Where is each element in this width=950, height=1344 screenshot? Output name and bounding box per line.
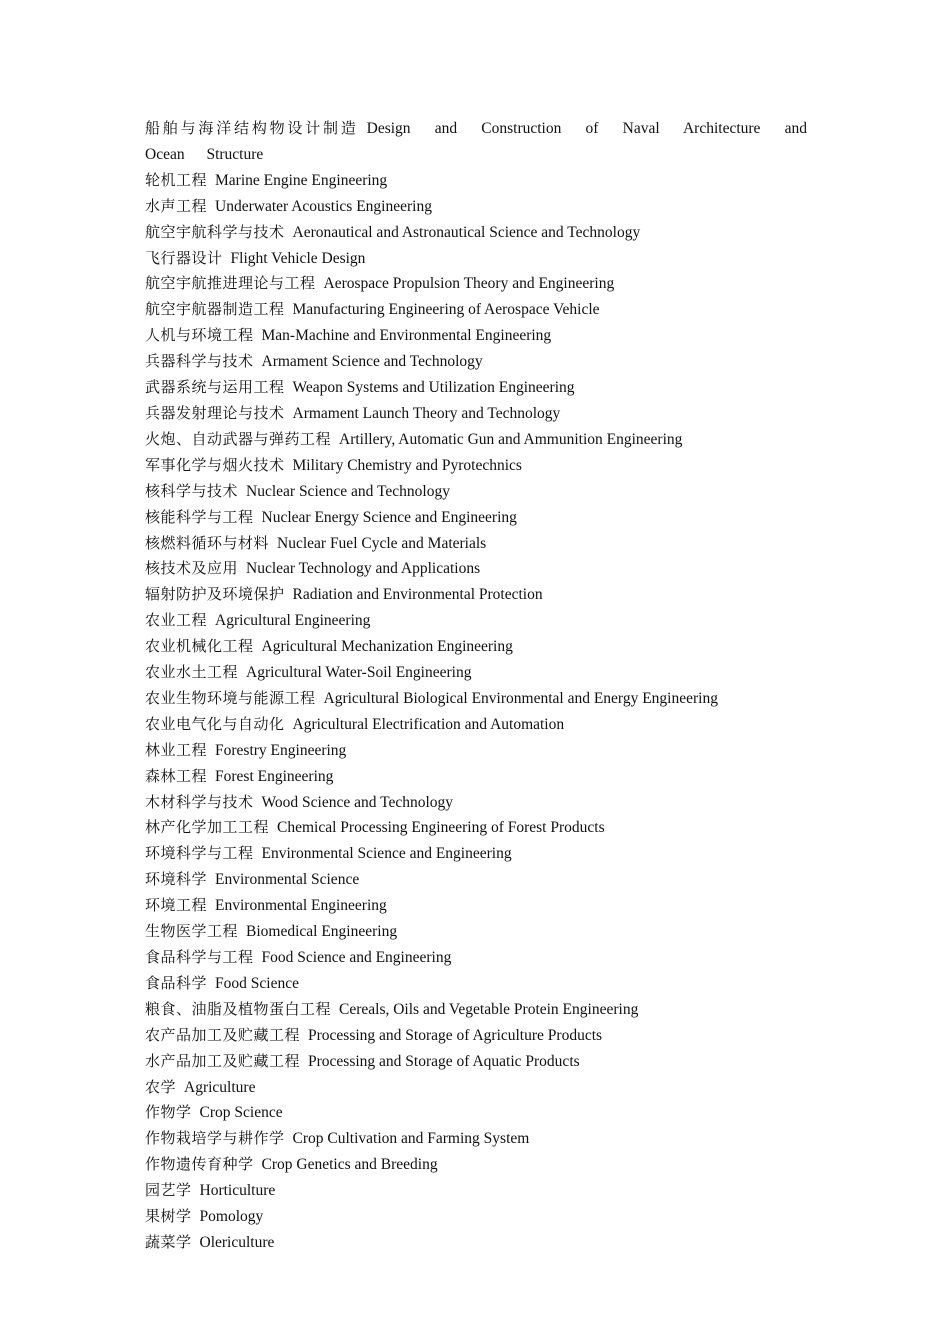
- english-term: Processing and Storage of Aquatic Products: [308, 1052, 580, 1070]
- english-term: Biomedical Engineering: [246, 923, 398, 941]
- glossary-list: [145, 116, 807, 1256]
- glossary-entry: [145, 712, 807, 738]
- chinese-term: 船舶与海洋结构物设计制造: [145, 119, 359, 137]
- english-term: Pomology: [199, 1208, 264, 1226]
- chinese-term: 生物医学工程: [145, 922, 239, 941]
- chinese-term: 飞行器设计: [145, 248, 223, 267]
- glossary-entry: [145, 116, 807, 168]
- english-term: Crop Cultivation and Farming System: [292, 1130, 530, 1148]
- glossary-entry: [145, 220, 807, 246]
- glossary-entry: [145, 1049, 807, 1075]
- chinese-term: 兵器发射理论与技术: [145, 403, 285, 422]
- glossary-entry: [145, 634, 807, 660]
- english-term: Marine Engine Engineering: [215, 171, 388, 189]
- glossary-entry: [145, 271, 807, 297]
- glossary-entry: [145, 427, 807, 453]
- glossary-entry: [145, 479, 807, 505]
- glossary-entry: [145, 401, 807, 427]
- glossary-entry: [145, 660, 807, 686]
- glossary-entry: [145, 297, 807, 323]
- english-term: Underwater Acoustics Engineering: [215, 197, 432, 215]
- chinese-term: 辐射防护及环境保护: [145, 585, 285, 604]
- chinese-term: 作物学: [145, 1103, 192, 1122]
- glossary-entry: [145, 375, 807, 401]
- english-term: Agricultural Electrification and Automation: [292, 715, 565, 733]
- chinese-term: 水声工程: [145, 196, 208, 215]
- english-term: Processing and Storage of Agriculture Products: [308, 1026, 603, 1044]
- english-term: Agricultural Biological Environmental and Energy Engineering: [323, 689, 718, 707]
- chinese-term: 林产化学加工工程: [145, 818, 270, 837]
- english-term: Artillery, Automatic Gun and Ammunition Engineering: [339, 430, 683, 448]
- chinese-term: 航空宇航器制造工程: [145, 300, 285, 319]
- glossary-entry: [145, 1152, 807, 1178]
- english-term: Food Science and Engineering: [261, 949, 452, 966]
- glossary-entry: [145, 1230, 807, 1256]
- chinese-term: 航空宇航科学与技术: [145, 222, 285, 241]
- english-term: Environmental Science and Engineering: [261, 845, 512, 863]
- glossary-entry: [145, 893, 807, 919]
- glossary-entry: [145, 867, 807, 893]
- english-term: Nuclear Science and Technology: [246, 482, 450, 500]
- glossary-entry: [145, 453, 807, 479]
- english-term: Agriculture: [184, 1078, 256, 1096]
- english-term: Agricultural Water-Soil Engineering: [246, 664, 472, 682]
- english-term: Environmental Engineering: [215, 897, 387, 915]
- english-term: Environmental Science: [215, 871, 360, 889]
- chinese-term: 兵器科学与技术: [145, 352, 254, 371]
- chinese-term: 农业水土工程: [145, 663, 239, 682]
- english-term: Forest Engineering: [215, 767, 334, 785]
- glossary-entry: [145, 815, 807, 841]
- glossary-entry: [145, 349, 807, 375]
- glossary-entry: [145, 1075, 807, 1101]
- glossary-entry: [145, 686, 807, 712]
- english-term: Nuclear Technology and Applications: [246, 560, 481, 578]
- english-term: Agricultural Engineering: [215, 612, 371, 630]
- glossary-entry: [145, 790, 807, 816]
- english-term: Armament Science and Technology: [261, 353, 483, 371]
- chinese-term: 作物遗传育种学: [145, 1155, 254, 1174]
- chinese-term: 人机与环境工程: [145, 326, 254, 345]
- english-term: Military Chemistry and Pyrotechnics: [292, 456, 522, 474]
- chinese-term: 食品科学与工程: [145, 948, 254, 966]
- glossary-entry: [145, 505, 807, 531]
- english-term: Armament Launch Theory and Technology: [292, 404, 561, 422]
- chinese-term: 军事化学与烟火技术: [145, 455, 285, 474]
- glossary-entry: [145, 608, 807, 634]
- chinese-term: 核科学与技术: [145, 481, 239, 500]
- english-term: Flight Vehicle Design: [230, 249, 366, 267]
- chinese-term: 核技术及应用: [145, 559, 239, 578]
- english-term: Manufacturing Engineering of Aerospace Vehicle: [292, 301, 600, 319]
- chinese-term: 木材科学与技术: [145, 792, 254, 811]
- glossary-entry: [145, 246, 807, 272]
- english-term: Chemical Processing Engineering of Forest Products: [277, 819, 605, 837]
- english-term: Crop Genetics and Breeding: [261, 1156, 438, 1174]
- document-page: [145, 116, 807, 1256]
- glossary-entry: [145, 738, 807, 764]
- english-term: Weapon Systems and Utilization Engineering: [292, 379, 575, 397]
- chinese-term: 火炮、自动武器与弹药工程: [145, 429, 332, 448]
- chinese-term: 果树学: [145, 1207, 192, 1226]
- english-term: Crop Science: [199, 1104, 283, 1122]
- chinese-term: 农业电气化与自动化: [145, 714, 285, 733]
- chinese-term: 环境工程: [145, 896, 208, 915]
- chinese-term: 林业工程: [145, 740, 208, 759]
- chinese-term: 环境科学: [145, 870, 208, 889]
- chinese-term: 核燃料循环与材料: [145, 533, 270, 552]
- glossary-entry: [145, 971, 807, 997]
- glossary-entry: [145, 1178, 807, 1204]
- chinese-term: 蔬菜学: [145, 1232, 192, 1251]
- glossary-entry: [145, 1204, 807, 1230]
- english-term: Horticulture: [199, 1182, 276, 1200]
- chinese-term: 园艺学: [145, 1181, 192, 1200]
- chinese-term: 作物栽培学与耕作学: [145, 1129, 285, 1148]
- english-term: Nuclear Fuel Cycle and Materials: [277, 534, 487, 552]
- chinese-term: 轮机工程: [145, 170, 208, 189]
- chinese-term: 粮食、油脂及植物蛋白工程: [145, 999, 332, 1018]
- glossary-entry: [145, 919, 807, 945]
- english-term: Design and Construction of Naval Architecture and Ocean Structure: [145, 120, 807, 163]
- glossary-entry: [145, 764, 807, 790]
- english-term: Aeronautical and Astronautical Science and Technology: [292, 223, 641, 241]
- glossary-entry: [145, 556, 807, 582]
- english-term: Food Science: [215, 974, 299, 992]
- english-term: Cereals, Oils and Vegetable Protein Engineering: [339, 1000, 639, 1018]
- glossary-entry: [145, 168, 807, 194]
- english-term: Nuclear Energy Science and Engineering: [261, 508, 517, 526]
- english-term: Olericulture: [199, 1233, 275, 1251]
- english-term: Aerospace Propulsion Theory and Engineering: [323, 275, 615, 293]
- glossary-entry: [145, 997, 807, 1023]
- english-term: Man-Machine and Environmental Engineering: [261, 327, 552, 345]
- glossary-entry: [145, 194, 807, 220]
- english-term: Forestry Engineering: [215, 741, 347, 759]
- english-term: Wood Science and Technology: [261, 793, 454, 811]
- chinese-term: 农业机械化工程: [145, 637, 254, 656]
- chinese-term: 航空宇航推进理论与工程: [145, 274, 316, 293]
- chinese-term: 核能科学与工程: [145, 507, 254, 526]
- chinese-term: 食品科学: [145, 973, 208, 992]
- chinese-term: 森林工程: [145, 766, 208, 785]
- chinese-term: 农业工程: [145, 611, 208, 630]
- glossary-entry: [145, 1126, 807, 1152]
- chinese-term: 水产品加工及贮藏工程: [145, 1051, 301, 1070]
- chinese-term: 农产品加工及贮藏工程: [145, 1025, 301, 1044]
- glossary-entry: [145, 1100, 807, 1126]
- glossary-entry: [145, 945, 807, 971]
- glossary-entry: [145, 582, 807, 608]
- glossary-entry: [145, 841, 807, 867]
- glossary-entry: [145, 531, 807, 557]
- english-term: Agricultural Mechanization Engineering: [261, 638, 513, 656]
- glossary-entry: [145, 323, 807, 349]
- glossary-entry: [145, 1023, 807, 1049]
- chinese-term: 农业生物环境与能源工程: [145, 688, 316, 707]
- chinese-term: 农学: [145, 1077, 177, 1096]
- chinese-term: 武器系统与运用工程: [145, 378, 285, 397]
- chinese-term: 环境科学与工程: [145, 844, 254, 863]
- english-term: Radiation and Environmental Protection: [292, 586, 543, 604]
